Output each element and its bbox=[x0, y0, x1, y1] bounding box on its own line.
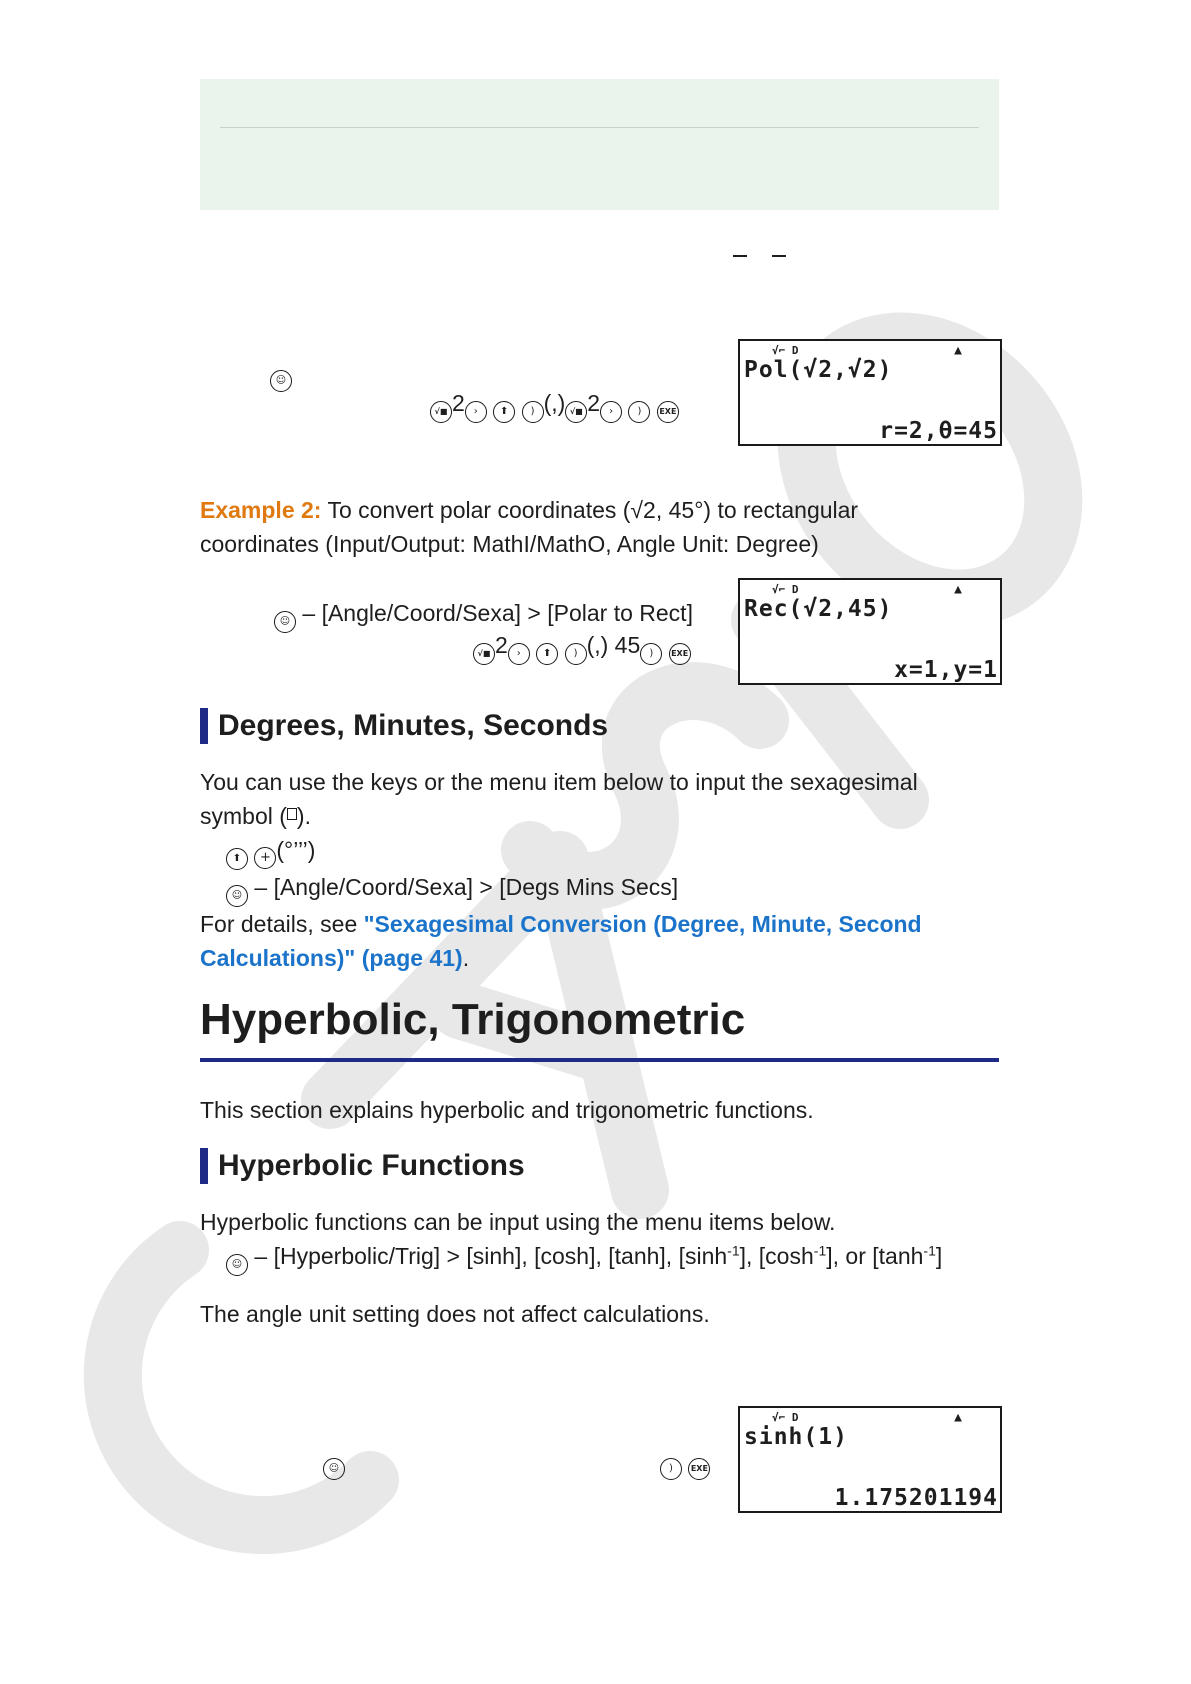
dms-menu-path: – [Angle/Coord/Sexa] > [Degs Mins Secs] bbox=[254, 874, 679, 900]
dms-menu-row bbox=[200, 874, 678, 900]
right-key-icon: › bbox=[508, 643, 530, 665]
calculator-screen-pol bbox=[738, 339, 1002, 446]
paren-key-icon: ) bbox=[660, 1458, 682, 1480]
note-box bbox=[200, 79, 999, 210]
example1-key-sequence: √■ 2 › ⬆ ) (,) √■ 2 › ) EXE bbox=[430, 386, 679, 423]
paren-key-icon: ) bbox=[565, 643, 587, 665]
inverse-sup: -1 bbox=[727, 1242, 740, 1259]
screen-indicator: √⌐ D bbox=[772, 1411, 799, 1424]
calculator-screen-rec bbox=[738, 578, 1002, 685]
sexagesimal-conversion-link-cont[interactable]: Calculations)" (page 41) bbox=[200, 945, 463, 971]
exe-key-icon: EXE bbox=[657, 401, 679, 423]
screen-indicator: √⌐ D bbox=[772, 583, 799, 596]
menu-key-icon: ☺ bbox=[274, 611, 296, 633]
example2-label: Example 2: bbox=[200, 497, 322, 523]
calculator-screen-sinh bbox=[738, 1406, 1002, 1513]
screen-result: r=2,θ=45 bbox=[879, 418, 998, 444]
sqrt-key-icon: √■ bbox=[430, 401, 452, 423]
inverse-sup: -1 bbox=[923, 1242, 936, 1259]
hyperbolic-menu-path-mid1: ], [cosh bbox=[739, 1243, 814, 1269]
dms-key-hint-row bbox=[200, 837, 315, 863]
menu-key-icon: ☺ bbox=[323, 1458, 345, 1480]
screen-indicator: √⌐ D bbox=[772, 344, 799, 357]
hyperbolic-menu-path: – [Hyperbolic/Trig] > [sinh], [cosh], [tanh], [sinh bbox=[254, 1243, 728, 1269]
dms-heading: Degrees, Minutes, Seconds bbox=[200, 708, 608, 744]
hyperbolic-body bbox=[200, 1205, 1020, 1276]
dms-body bbox=[200, 765, 1000, 975]
hyperbolic-menu-path-mid2: ], or [tanh bbox=[826, 1243, 924, 1269]
exe-key-icon: EXE bbox=[669, 643, 691, 665]
shift-key-icon: ⬆ bbox=[226, 848, 248, 870]
hyperbolic-menu-path-end: ] bbox=[935, 1243, 943, 1269]
hyperbolic-functions-heading: Hyperbolic Functions bbox=[200, 1148, 525, 1184]
hyperbolic-menu-row bbox=[200, 1243, 942, 1269]
plus-key-icon: + bbox=[254, 847, 276, 869]
inverse-sup: -1 bbox=[813, 1242, 827, 1259]
sqrt-key-icon: √■ bbox=[473, 643, 495, 665]
heading-rule bbox=[200, 1058, 999, 1062]
dms-details-suffix: . bbox=[462, 945, 470, 971]
paren-key-icon: ) bbox=[640, 643, 662, 665]
scroll-up-indicator: ▲ bbox=[954, 1410, 962, 1425]
dms-key-hint: (°’’’) bbox=[276, 837, 316, 863]
hyperbolic-trig-intro: This section explains hyperbolic and trigonometric functions. bbox=[200, 1097, 814, 1123]
screen-result: 1.175201194 bbox=[834, 1485, 998, 1511]
menu-key-icon: ☺ bbox=[270, 370, 292, 392]
example1-menu-key-row bbox=[270, 355, 292, 392]
hyperbolic-example-menu-key bbox=[323, 1443, 345, 1480]
hyperbolic-example-keys bbox=[660, 1443, 710, 1480]
right-key-icon: › bbox=[465, 401, 487, 423]
dms-line1: You can use the keys or the menu item below to input the sexagesimal bbox=[200, 769, 918, 795]
right-key-icon: › bbox=[600, 401, 622, 423]
example2-description bbox=[200, 493, 1000, 561]
screen-result: x=1,y=1 bbox=[894, 657, 998, 683]
paren-key-icon: ) bbox=[628, 401, 650, 423]
scroll-up-indicator: ▲ bbox=[954, 343, 962, 358]
shift-key-icon: ⬆ bbox=[536, 643, 558, 665]
sexagesimal-symbol-icon bbox=[287, 808, 297, 820]
dms-details-prefix: For details, see bbox=[200, 911, 364, 937]
screen-expression: Rec(√2,45) bbox=[744, 596, 893, 622]
overline-mark bbox=[772, 255, 786, 257]
example2-menu-path: – [Angle/Coord/Sexa] > [Polar to Rect] bbox=[302, 600, 693, 626]
example2-line1: To convert polar coordinates (√2, 45°) to rectangular bbox=[327, 497, 859, 523]
screen-expression: sinh(1) bbox=[744, 1424, 848, 1450]
example2-line2: coordinates (Input/Output: MathI/MathO, Angle Unit: Degree) bbox=[200, 531, 819, 557]
note-divider bbox=[220, 127, 979, 128]
menu-key-icon: ☺ bbox=[226, 885, 248, 907]
menu-key-icon: ☺ bbox=[226, 1254, 248, 1276]
overline-mark bbox=[733, 255, 747, 257]
dms-line2: symbol ( bbox=[200, 803, 287, 829]
exe-key-icon: EXE bbox=[688, 1458, 710, 1480]
hyperbolic-line1: Hyperbolic functions can be input using the menu items below. bbox=[200, 1209, 836, 1235]
dms-line2-end: ). bbox=[296, 803, 311, 829]
sqrt-key-icon: √■ bbox=[565, 401, 587, 423]
example2-key-sequence: √■ 2 › ⬆ ) (,) 45 ) EXE bbox=[473, 628, 691, 665]
hyperbolic-note: The angle unit setting does not affect calculations. bbox=[200, 1301, 710, 1327]
shift-key-icon: ⬆ bbox=[493, 401, 515, 423]
scroll-up-indicator: ▲ bbox=[954, 582, 962, 597]
sexagesimal-conversion-link[interactable]: "Sexagesimal Conversion (Degree, Minute, Second bbox=[363, 911, 922, 937]
hyperbolic-trig-heading: Hyperbolic, Trigonometric bbox=[200, 995, 746, 1044]
paren-key-icon: ) bbox=[522, 401, 544, 423]
screen-expression: Pol(√2,√2) bbox=[744, 357, 893, 383]
